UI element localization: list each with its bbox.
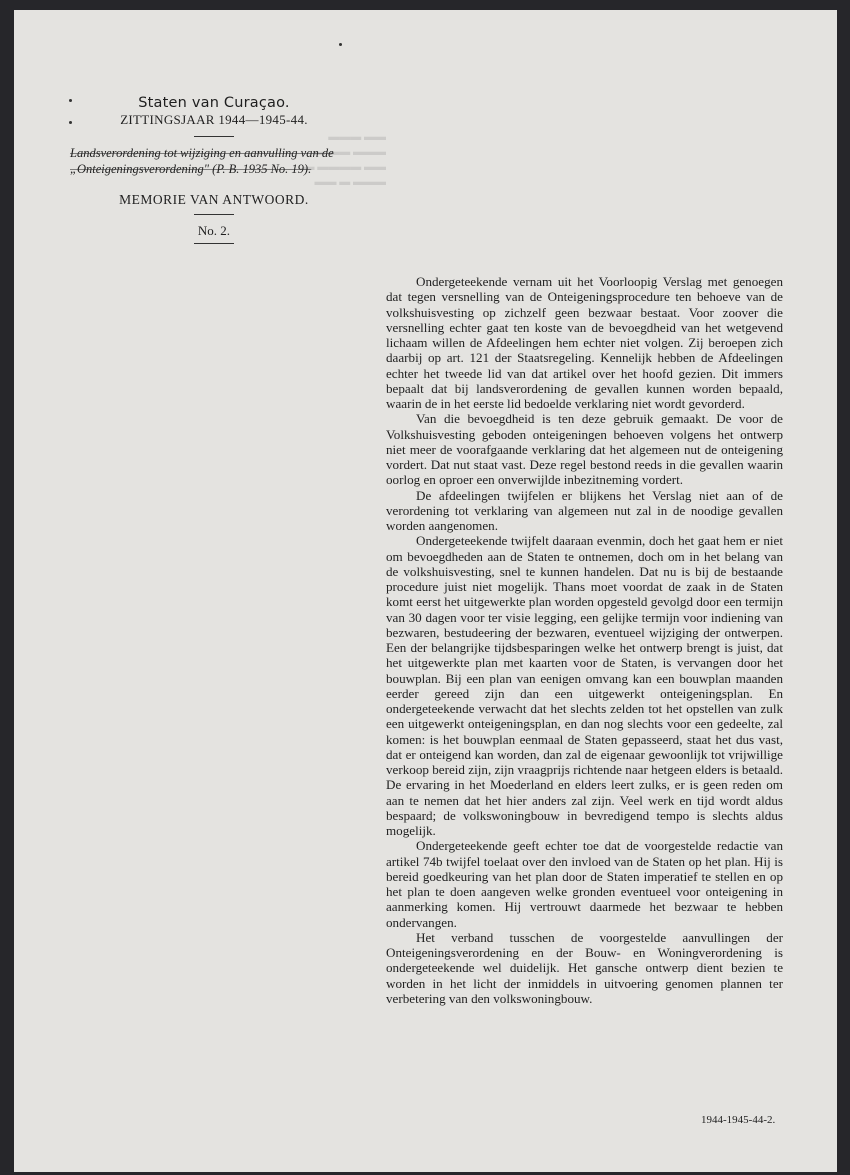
- document-reference: 1944-1945-44-2.: [701, 1114, 776, 1126]
- divider: [194, 136, 234, 137]
- document-page: [14, 10, 837, 1172]
- paragraph: De afdeelingen twijfelen er blijkens het Verslag niet aan of de verordening tot verklaring van algemeen nut zal in de noodige gevallen worden aangenomen.: [386, 487, 783, 533]
- assembly-title: Staten van Curaçao.: [138, 95, 290, 111]
- divider: [194, 214, 234, 215]
- memo-title: MEMORIE VAN ANTWOORD.: [119, 192, 309, 207]
- document-header: [64, 94, 364, 244]
- session-year: ZITTINGSJAAR 1944—1945-44.: [120, 112, 308, 127]
- paragraph: Ondergeteekende vernam uit het Voorloopig Verslag met genoegen dat tegen versnelling van de Onteigeningsprocedure ten behoeve van de volkshuisvesting op zichzelf geen bezwaar bestaat. Voor zoover die versnelling echter gaat ten koste van de bevoegdheid van het wetgevend lichaam willen de Afdeelingen hem echter niet volgen. Zij beroepen zich daarbij op art. 121 der Staatsregeling. Kennelijk hebben de Afdeelingen echter het tweede lid van dat artikel over het hoofd gezien. Dit immers bepaalt dat bij landsverordening de gevallen kunnen worden bepaald, waarin de in het eerste lid bedoelde verklaring niet wordt gevorderd.: [386, 274, 783, 411]
- paragraph: Het verband tusschen de voorgestelde aanvullingen der Onteigeningsverordening en der Bouw- en Woningverordening is ondergeteekende wel duidelijk. Het gansche ontwerp dient bezien te worden in het licht der inmiddels in uitvoering genomen plannen ter verbetering van den volkswoningbouw.: [386, 929, 783, 1006]
- paragraph: Van die bevoegdheid is ten deze gebruik gemaakt. De voor de Volkshuisvesting geboden onteigeningen behoeven volgens het ontwerp niet meer de voorafgaande verklaring dat het algemeen nut de onteigening vordert. Dat nut staat vast. Deze regel bestond reeds in die gevallen waarin oorlog en oproer een onverwijlde inbezitneming vordert.: [386, 411, 783, 488]
- ordinance-subject: Landsverordening tot wijziging en aanvulling van de „Onteigeningsverordening" (P. B. 1935 No. 19).: [70, 146, 334, 176]
- paragraph: Ondergeteekende geeft echter toe dat de voorgestelde redactie van artikel 74b twijfel toelaat over den invloed van de Staten op het plan. Hij is bereid goedkeuring van het plan door de Staten imperatief te stellen en op het plan te doen aangeven welke gronden eventueel voor onteigening in aanmerking komen. Hij vertrouwt daarmede het bezwaar te hebben ondervangen.: [386, 838, 783, 930]
- memo-body: [386, 274, 783, 1006]
- punch-mark: [339, 43, 342, 46]
- show-through-bleed: ▬▬ ▬▬▬ ▬▬▬ ▬▬ ▬ ▬▬ ▬▬▬▬ ▬ ▬▬▬ ▬ ▬▬: [303, 131, 386, 188]
- divider: [194, 243, 234, 244]
- paragraph: Ondergeteekende twijfelt daaraan evenmin, doch het gaat hem er niet om bevoegdheden aan de Staten te ontnemen, doch om in het belang van de volkshuisvesting, snel te kunnen handelen. Dat nu is bij de bestaande procedure juist niet mogelijk. Thans moet voordat de zaak in de Staten komt eerst het uitgewerkte plan worden opgesteld gevolgd door een termijn van 30 dagen voor ter visie legging, een gelijke termijn voor indiening van bezwaren, bestudeering der bezwaren, eventueel wijziging der ontwerpen. Een der belangrijke tijdsbesparingen welke het ontwerp brengt is juist, dat het uitgewerkte plan met kaarten voor de Staten, is vervangen door het bouwplan. Bij een plan van eenigen omvang kan een bouwplan maanden eerder gereed zijn dan een uitgewerkt onteigeningsplan. En ondergeteekende verwacht dat het slechts zelden tot het opstellen van zulk een uitgewerkt onteigeningsplan, en dan nog slechts voor een gedeelte, zal komen: is het bouwplan eenmaal de Staten gepasseerd, staat het dus vast, dat er onteigend kan worden, dan zal de eigenaar gewoonlijk tot vrijwillige verkoop bereid zijn, zijn vraagprijs richtende naar hetgeen elders is betaald. De ervaring in het Moederland en elders leert zulks, er is geen reden om aan te nemen dat het hier anders zal zijn. Veel werk en tijd wordt aldus bespaard; de volkswoningbouw in bevredigend tempo is slechts aldus mogelijk.: [386, 533, 783, 838]
- document-number: No. 2.: [197, 223, 231, 238]
